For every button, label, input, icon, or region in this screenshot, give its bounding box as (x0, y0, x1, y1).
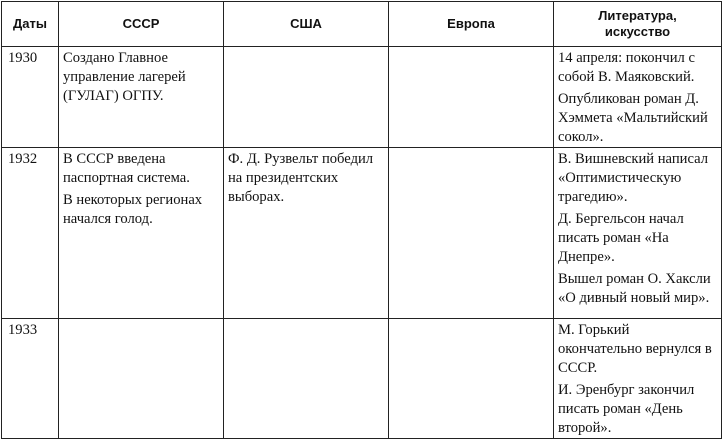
event-text: Создано Главное управление лагерей (ГУЛАГ) ОГПУ. (63, 50, 186, 104)
header-literature-line2: искусство (604, 24, 671, 39)
literature-cell (554, 319, 722, 439)
date-cell: 1930 (2, 47, 59, 148)
usa-cell (224, 319, 389, 439)
europe-cell (389, 47, 554, 148)
ussr-cell (59, 148, 224, 319)
event-text: В СССР введена паспортная система. (63, 151, 190, 186)
header-literature-line1: Литература, (598, 8, 677, 23)
chronology-table (1, 1, 722, 439)
event-text: М. Горький окончательно вернулся в СССР. (558, 322, 712, 376)
usa-cell (224, 148, 389, 319)
europe-cell (389, 319, 554, 439)
header-europe: Европа (389, 2, 554, 47)
header-row (2, 2, 722, 47)
ussr-cell (59, 319, 224, 439)
europe-cell (389, 148, 554, 319)
date-cell: 1933 (2, 319, 59, 439)
table-row (2, 148, 722, 319)
date-cell: 1932 (2, 148, 59, 319)
literature-cell (554, 148, 722, 319)
event-text: Д. Бергельсон начал писать роман «На Днепре». (558, 211, 684, 265)
event-text: В. Вишневский написал «Оптимистическую трагедию». (558, 151, 708, 205)
event-text: Вышел роман О. Хаксли «О дивный новый мир». (558, 271, 711, 306)
event-text: И. Эренбург закончил писать роман «День второй». (558, 382, 695, 436)
literature-cell (554, 47, 722, 148)
event-text: В некоторых регионах начался голод. (63, 192, 203, 227)
ussr-cell (59, 47, 224, 148)
table-row (2, 47, 722, 148)
usa-cell (224, 47, 389, 148)
header-date: Даты (2, 2, 59, 47)
table-row (2, 319, 722, 439)
header-usa: США (224, 2, 389, 47)
event-text: Ф. Д. Рузвельт победил на президентских выборах. (228, 151, 374, 205)
event-text: Опубликован роман Д. Хэммета «Мальтийский сокол». (558, 91, 708, 145)
event-text: 14 апреля: покончил с собой В. Маяковский. (558, 50, 695, 85)
header-ussr: СССР (59, 2, 224, 47)
header-literature (554, 2, 722, 47)
